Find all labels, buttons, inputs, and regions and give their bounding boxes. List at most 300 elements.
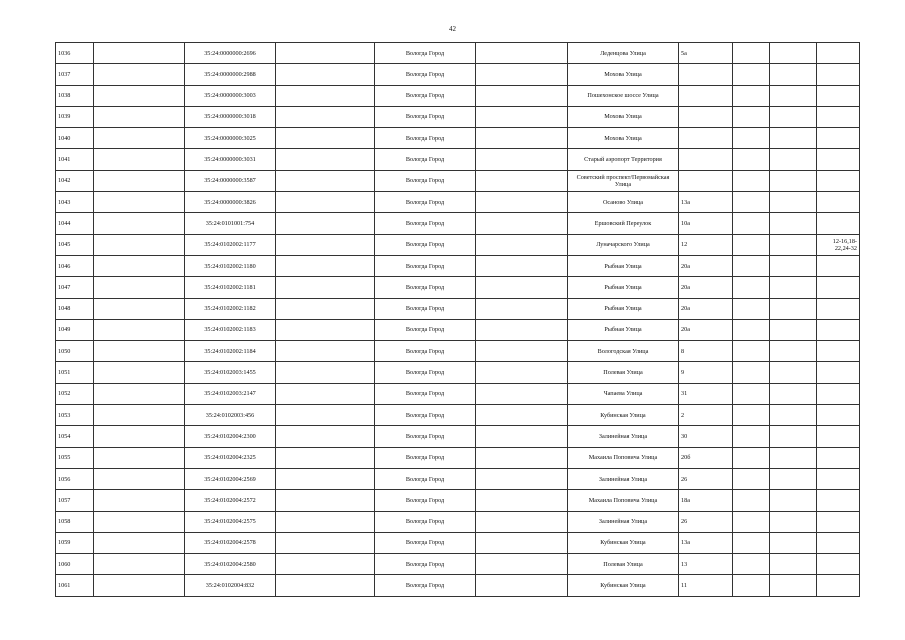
table-row	[56, 490, 860, 511]
empty-cell	[733, 277, 770, 298]
city-cell: Вологда Город	[375, 277, 476, 298]
row-number-cell: 1042	[56, 170, 94, 191]
cadastral-number-cell: 35:24:0000000:2988	[185, 64, 276, 85]
house-number-cell: 20а	[679, 319, 733, 340]
house-number-cell: 20а	[679, 277, 733, 298]
table-row	[56, 106, 860, 127]
empty-cell	[476, 234, 568, 255]
empty-cell	[770, 128, 817, 149]
apartments-cell	[817, 255, 860, 276]
empty-cell	[770, 554, 817, 575]
house-number-cell: 20б	[679, 447, 733, 468]
table-row	[56, 405, 860, 426]
city-cell: Вологда Город	[375, 213, 476, 234]
apartments-cell	[817, 554, 860, 575]
row-number-cell: 1036	[56, 43, 94, 64]
empty-cell	[476, 213, 568, 234]
empty-cell	[770, 468, 817, 489]
apartments-cell: 12-16,18-22,24-32	[817, 234, 860, 255]
house-number-cell: 8	[679, 341, 733, 362]
street-cell: Леденцова Улица	[568, 43, 679, 64]
table-row	[56, 383, 860, 404]
row-number-cell: 1061	[56, 575, 94, 596]
table-row	[56, 554, 860, 575]
row-number-cell: 1060	[56, 554, 94, 575]
city-cell: Вологда Город	[375, 511, 476, 532]
empty-cell	[733, 170, 770, 191]
table-row	[56, 362, 860, 383]
empty-cell	[770, 43, 817, 64]
empty-cell	[94, 85, 185, 106]
page-number: 42	[449, 25, 456, 33]
row-number-cell: 1056	[56, 468, 94, 489]
street-cell: Залинейная Улица	[568, 468, 679, 489]
empty-cell	[94, 532, 185, 553]
empty-cell	[770, 64, 817, 85]
cadastral-number-cell: 35:24:0102004:2569	[185, 468, 276, 489]
row-number-cell: 1051	[56, 362, 94, 383]
empty-cell	[276, 213, 375, 234]
empty-cell	[733, 319, 770, 340]
street-cell: Рыбная Улица	[568, 255, 679, 276]
apartments-cell	[817, 85, 860, 106]
empty-cell	[476, 319, 568, 340]
empty-cell	[770, 277, 817, 298]
table-row	[56, 192, 860, 213]
street-cell: Мохова Улица	[568, 128, 679, 149]
city-cell: Вологда Город	[375, 554, 476, 575]
apartments-cell	[817, 128, 860, 149]
empty-cell	[276, 128, 375, 149]
cadastral-number-cell: 35:24:0102004:2575	[185, 511, 276, 532]
empty-cell	[476, 532, 568, 553]
street-cell: Советский проспект/Первомайская Улица	[568, 170, 679, 191]
empty-cell	[770, 490, 817, 511]
cadastral-number-cell: 35:24:0102002:1182	[185, 298, 276, 319]
table-row	[56, 149, 860, 170]
empty-cell	[733, 490, 770, 511]
empty-cell	[476, 298, 568, 319]
apartments-cell	[817, 213, 860, 234]
empty-cell	[733, 234, 770, 255]
empty-cell	[94, 149, 185, 170]
empty-cell	[94, 298, 185, 319]
cadastral-number-cell: 35:24:0102003:2147	[185, 383, 276, 404]
row-number-cell: 1050	[56, 341, 94, 362]
house-number-cell: 13а	[679, 532, 733, 553]
house-number-cell	[679, 149, 733, 170]
empty-cell	[733, 64, 770, 85]
table-row	[56, 532, 860, 553]
empty-cell	[276, 447, 375, 468]
table-row	[56, 234, 860, 255]
empty-cell	[770, 255, 817, 276]
empty-cell	[276, 554, 375, 575]
empty-cell	[94, 405, 185, 426]
empty-cell	[94, 575, 185, 596]
empty-cell	[770, 170, 817, 191]
empty-cell	[476, 85, 568, 106]
empty-cell	[476, 383, 568, 404]
house-number-cell: 20а	[679, 298, 733, 319]
empty-cell	[733, 192, 770, 213]
empty-cell	[770, 234, 817, 255]
empty-cell	[276, 192, 375, 213]
street-cell: Залинейная Улица	[568, 511, 679, 532]
empty-cell	[476, 128, 568, 149]
city-cell: Вологда Город	[375, 447, 476, 468]
house-number-cell: 31	[679, 383, 733, 404]
empty-cell	[770, 447, 817, 468]
street-cell: Ершовский Переулок	[568, 213, 679, 234]
empty-cell	[770, 149, 817, 170]
apartments-cell	[817, 405, 860, 426]
empty-cell	[476, 341, 568, 362]
empty-cell	[276, 43, 375, 64]
apartments-cell	[817, 575, 860, 596]
empty-cell	[94, 426, 185, 447]
city-cell: Вологда Город	[375, 575, 476, 596]
city-cell: Вологда Город	[375, 383, 476, 404]
registry-body	[56, 43, 860, 597]
empty-cell	[733, 575, 770, 596]
empty-cell	[733, 383, 770, 404]
empty-cell	[476, 575, 568, 596]
city-cell: Вологда Город	[375, 341, 476, 362]
row-number-cell: 1044	[56, 213, 94, 234]
table-row	[56, 447, 860, 468]
cadastral-number-cell: 35:24:0102003:1455	[185, 362, 276, 383]
cadastral-number-cell: 35:24:0102002:1181	[185, 277, 276, 298]
row-number-cell: 1059	[56, 532, 94, 553]
cadastral-number-cell: 35:24:0102004:2325	[185, 447, 276, 468]
empty-cell	[733, 213, 770, 234]
city-cell: Вологда Город	[375, 128, 476, 149]
street-cell: Мохова Улица	[568, 64, 679, 85]
cadastral-number-cell: 35:24:0102002:1180	[185, 255, 276, 276]
empty-cell	[733, 511, 770, 532]
apartments-cell	[817, 383, 860, 404]
house-number-cell: 2	[679, 405, 733, 426]
empty-cell	[733, 362, 770, 383]
street-cell: Залинейная Улица	[568, 426, 679, 447]
row-number-cell: 1038	[56, 85, 94, 106]
empty-cell	[733, 43, 770, 64]
house-number-cell: 13а	[679, 192, 733, 213]
house-number-cell: 10а	[679, 213, 733, 234]
cadastral-number-cell: 35:24:0000000:3587	[185, 170, 276, 191]
cadastral-number-cell: 35:24:0000000:3025	[185, 128, 276, 149]
registry-table	[55, 42, 860, 597]
empty-cell	[770, 192, 817, 213]
house-number-cell: 11	[679, 575, 733, 596]
empty-cell	[733, 468, 770, 489]
empty-cell	[770, 85, 817, 106]
empty-cell	[94, 341, 185, 362]
empty-cell	[276, 277, 375, 298]
street-cell: Кубинская Улица	[568, 532, 679, 553]
city-cell: Вологда Город	[375, 192, 476, 213]
apartments-cell	[817, 170, 860, 191]
cadastral-number-cell: 35:24:0000000:2696	[185, 43, 276, 64]
apartments-cell	[817, 192, 860, 213]
empty-cell	[770, 405, 817, 426]
empty-cell	[276, 64, 375, 85]
apartments-cell	[817, 532, 860, 553]
apartments-cell	[817, 426, 860, 447]
empty-cell	[476, 490, 568, 511]
empty-cell	[770, 319, 817, 340]
apartments-cell	[817, 277, 860, 298]
empty-cell	[733, 128, 770, 149]
apartments-cell	[817, 298, 860, 319]
house-number-cell	[679, 64, 733, 85]
row-number-cell: 1054	[56, 426, 94, 447]
cadastral-number-cell: 35:24:0102002:1183	[185, 319, 276, 340]
table-row	[56, 298, 860, 319]
empty-cell	[94, 511, 185, 532]
cadastral-number-cell: 35:24:0102004:2578	[185, 532, 276, 553]
empty-cell	[770, 341, 817, 362]
empty-cell	[733, 149, 770, 170]
street-cell: Пошехонское шоссе Улица	[568, 85, 679, 106]
empty-cell	[276, 170, 375, 191]
table-row	[56, 43, 860, 64]
empty-cell	[94, 234, 185, 255]
empty-cell	[276, 319, 375, 340]
city-cell: Вологда Город	[375, 106, 476, 127]
city-cell: Вологда Город	[375, 85, 476, 106]
empty-cell	[276, 511, 375, 532]
empty-cell	[94, 383, 185, 404]
empty-cell	[276, 383, 375, 404]
empty-cell	[733, 532, 770, 553]
street-cell: Рыбная Улица	[568, 319, 679, 340]
street-cell: Старый аэропорт Территория	[568, 149, 679, 170]
row-number-cell: 1057	[56, 490, 94, 511]
street-cell: Осаново Улица	[568, 192, 679, 213]
table-row	[56, 64, 860, 85]
empty-cell	[733, 405, 770, 426]
row-number-cell: 1053	[56, 405, 94, 426]
row-number-cell: 1055	[56, 447, 94, 468]
apartments-cell	[817, 149, 860, 170]
empty-cell	[276, 426, 375, 447]
empty-cell	[770, 383, 817, 404]
empty-cell	[276, 234, 375, 255]
empty-cell	[276, 298, 375, 319]
empty-cell	[770, 511, 817, 532]
cadastral-number-cell: 35:24:0102004:2580	[185, 554, 276, 575]
city-cell: Вологда Город	[375, 149, 476, 170]
cadastral-number-cell: 35:24:0000000:3826	[185, 192, 276, 213]
city-cell: Вологда Город	[375, 170, 476, 191]
empty-cell	[94, 213, 185, 234]
empty-cell	[276, 149, 375, 170]
city-cell: Вологда Город	[375, 319, 476, 340]
city-cell: Вологда Город	[375, 298, 476, 319]
house-number-cell: 30	[679, 426, 733, 447]
city-cell: Вологда Город	[375, 234, 476, 255]
empty-cell	[276, 468, 375, 489]
cadastral-number-cell: 35:24:0102003:456	[185, 405, 276, 426]
apartments-cell	[817, 362, 860, 383]
empty-cell	[276, 362, 375, 383]
house-number-cell: 13	[679, 554, 733, 575]
cadastral-number-cell: 35:24:0101001:754	[185, 213, 276, 234]
street-cell: Кубинская Улица	[568, 575, 679, 596]
house-number-cell	[679, 128, 733, 149]
apartments-cell	[817, 468, 860, 489]
city-cell: Вологда Город	[375, 64, 476, 85]
street-cell: Рыбная Улица	[568, 277, 679, 298]
empty-cell	[94, 255, 185, 276]
street-cell: Вологодская Улица	[568, 341, 679, 362]
empty-cell	[276, 106, 375, 127]
street-cell: Мохова Улица	[568, 106, 679, 127]
empty-cell	[733, 106, 770, 127]
empty-cell	[476, 192, 568, 213]
empty-cell	[476, 255, 568, 276]
apartments-cell	[817, 447, 860, 468]
apartments-cell	[817, 341, 860, 362]
table-row	[56, 426, 860, 447]
house-number-cell: 26	[679, 511, 733, 532]
cadastral-number-cell: 35:24:0102004:2300	[185, 426, 276, 447]
table-row	[56, 85, 860, 106]
city-cell: Вологда Город	[375, 362, 476, 383]
city-cell: Вологда Город	[375, 468, 476, 489]
empty-cell	[733, 255, 770, 276]
cadastral-number-cell: 35:24:0102004:2572	[185, 490, 276, 511]
empty-cell	[276, 85, 375, 106]
empty-cell	[770, 426, 817, 447]
empty-cell	[94, 362, 185, 383]
empty-cell	[770, 106, 817, 127]
empty-cell	[276, 405, 375, 426]
cadastral-number-cell: 35:24:0000000:3003	[185, 85, 276, 106]
cadastral-number-cell: 35:24:0102004:832	[185, 575, 276, 596]
table-row	[56, 468, 860, 489]
empty-cell	[94, 192, 185, 213]
row-number-cell: 1041	[56, 149, 94, 170]
empty-cell	[94, 490, 185, 511]
row-number-cell: 1049	[56, 319, 94, 340]
empty-cell	[94, 43, 185, 64]
row-number-cell: 1043	[56, 192, 94, 213]
empty-cell	[733, 85, 770, 106]
city-cell: Вологда Город	[375, 255, 476, 276]
city-cell: Вологда Город	[375, 532, 476, 553]
empty-cell	[276, 255, 375, 276]
house-number-cell: 12	[679, 234, 733, 255]
empty-cell	[476, 447, 568, 468]
empty-cell	[476, 426, 568, 447]
empty-cell	[94, 277, 185, 298]
row-number-cell: 1047	[56, 277, 94, 298]
cadastral-number-cell: 35:24:0000000:3031	[185, 149, 276, 170]
apartments-cell	[817, 319, 860, 340]
empty-cell	[94, 447, 185, 468]
empty-cell	[733, 426, 770, 447]
empty-cell	[94, 64, 185, 85]
table-row	[56, 511, 860, 532]
street-cell: Чапаева Улица	[568, 383, 679, 404]
empty-cell	[276, 532, 375, 553]
empty-cell	[733, 447, 770, 468]
cadastral-number-cell: 35:24:0000000:3018	[185, 106, 276, 127]
apartments-cell	[817, 511, 860, 532]
empty-cell	[476, 362, 568, 383]
empty-cell	[476, 511, 568, 532]
street-cell: Кубинская Улица	[568, 405, 679, 426]
empty-cell	[94, 106, 185, 127]
city-cell: Вологда Город	[375, 490, 476, 511]
table-row	[56, 170, 860, 191]
house-number-cell: 5а	[679, 43, 733, 64]
table-row	[56, 575, 860, 596]
empty-cell	[94, 319, 185, 340]
house-number-cell	[679, 106, 733, 127]
row-number-cell: 1058	[56, 511, 94, 532]
empty-cell	[476, 43, 568, 64]
empty-cell	[94, 468, 185, 489]
empty-cell	[770, 298, 817, 319]
street-cell: Рыбная Улица	[568, 298, 679, 319]
empty-cell	[94, 554, 185, 575]
empty-cell	[476, 149, 568, 170]
empty-cell	[476, 170, 568, 191]
cadastral-number-cell: 35:24:0102002:1177	[185, 234, 276, 255]
empty-cell	[770, 575, 817, 596]
house-number-cell	[679, 85, 733, 106]
empty-cell	[733, 554, 770, 575]
row-number-cell: 1052	[56, 383, 94, 404]
apartments-cell	[817, 64, 860, 85]
empty-cell	[476, 468, 568, 489]
street-cell: Луначарского Улица	[568, 234, 679, 255]
empty-cell	[94, 170, 185, 191]
house-number-cell: 20а	[679, 255, 733, 276]
table-row	[56, 213, 860, 234]
city-cell: Вологда Город	[375, 43, 476, 64]
street-cell: Махаила Поповича Улица	[568, 447, 679, 468]
city-cell: Вологда Город	[375, 426, 476, 447]
apartments-cell	[817, 106, 860, 127]
row-number-cell: 1040	[56, 128, 94, 149]
empty-cell	[476, 106, 568, 127]
empty-cell	[733, 298, 770, 319]
apartments-cell	[817, 43, 860, 64]
house-number-cell	[679, 170, 733, 191]
table-row	[56, 255, 860, 276]
empty-cell	[476, 64, 568, 85]
city-cell: Вологда Город	[375, 405, 476, 426]
table-row	[56, 128, 860, 149]
table-row	[56, 341, 860, 362]
house-number-cell: 18а	[679, 490, 733, 511]
street-cell: Полевая Улица	[568, 554, 679, 575]
empty-cell	[476, 277, 568, 298]
empty-cell	[276, 575, 375, 596]
empty-cell	[94, 128, 185, 149]
row-number-cell: 1048	[56, 298, 94, 319]
empty-cell	[733, 341, 770, 362]
house-number-cell: 26	[679, 468, 733, 489]
empty-cell	[770, 362, 817, 383]
row-number-cell: 1045	[56, 234, 94, 255]
row-number-cell: 1046	[56, 255, 94, 276]
